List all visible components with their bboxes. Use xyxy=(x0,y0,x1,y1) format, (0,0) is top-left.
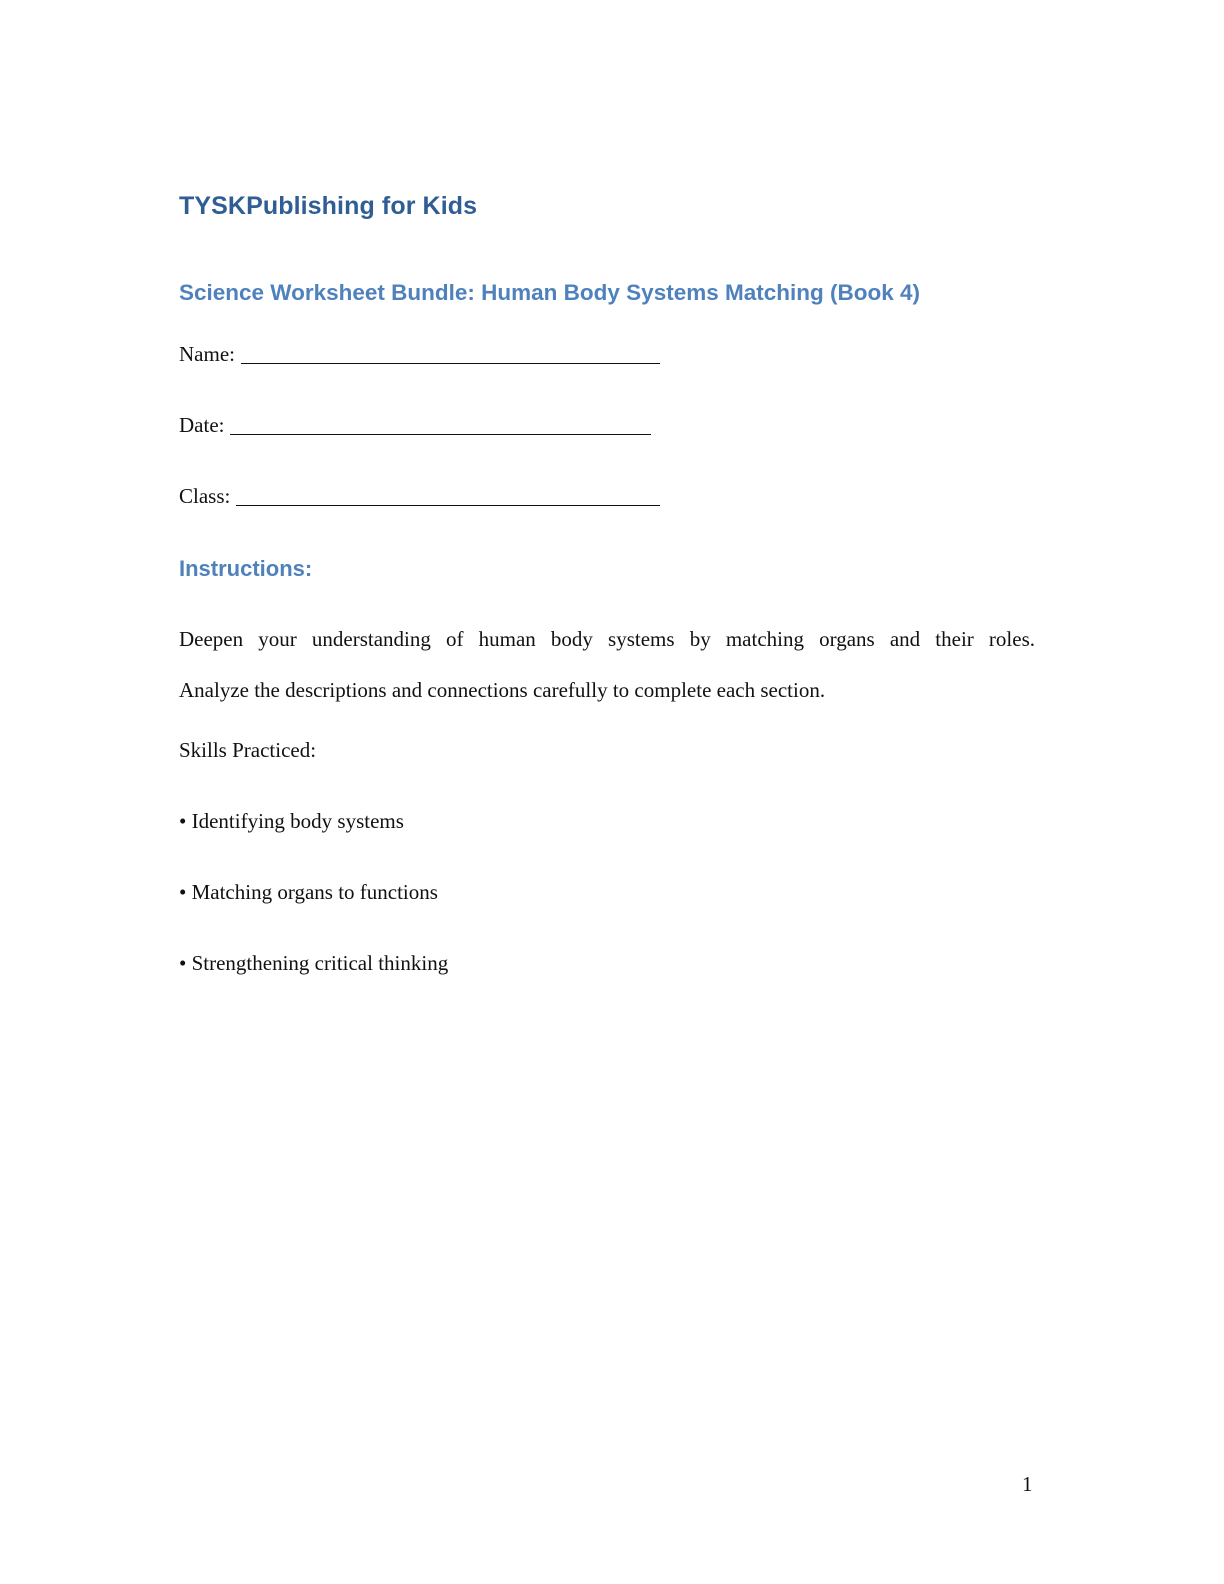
skill-item: • Matching organs to functions xyxy=(179,880,438,904)
name-field xyxy=(179,340,660,368)
date-label: Date: xyxy=(179,413,225,437)
page-number: 1 xyxy=(1022,1472,1033,1496)
date-field xyxy=(179,411,651,439)
class-blank-line xyxy=(236,483,660,506)
date-blank-line xyxy=(230,412,651,435)
skills-heading: Skills Practiced: xyxy=(179,738,317,762)
skill-item: • Identifying body systems xyxy=(179,809,404,833)
name-label: Name: xyxy=(179,342,235,366)
worksheet-title: Science Worksheet Bundle: Human Body Systems Matching (Book 4) xyxy=(179,280,920,305)
instructions-heading: Instructions: xyxy=(179,556,313,581)
instructions-paragraph xyxy=(179,614,1035,716)
publisher-name: TYSKPublishing for Kids xyxy=(179,192,478,220)
instructions-line-1: Deepen your understanding of human body systems by matching organs and their roles. xyxy=(179,627,1035,651)
class-label: Class: xyxy=(179,484,231,508)
name-blank-line xyxy=(241,341,660,364)
skill-item: • Strengthening critical thinking xyxy=(179,951,449,975)
class-field xyxy=(179,482,660,510)
instructions-line-2: Analyze the descriptions and connections carefully to complete each section. xyxy=(179,678,826,702)
